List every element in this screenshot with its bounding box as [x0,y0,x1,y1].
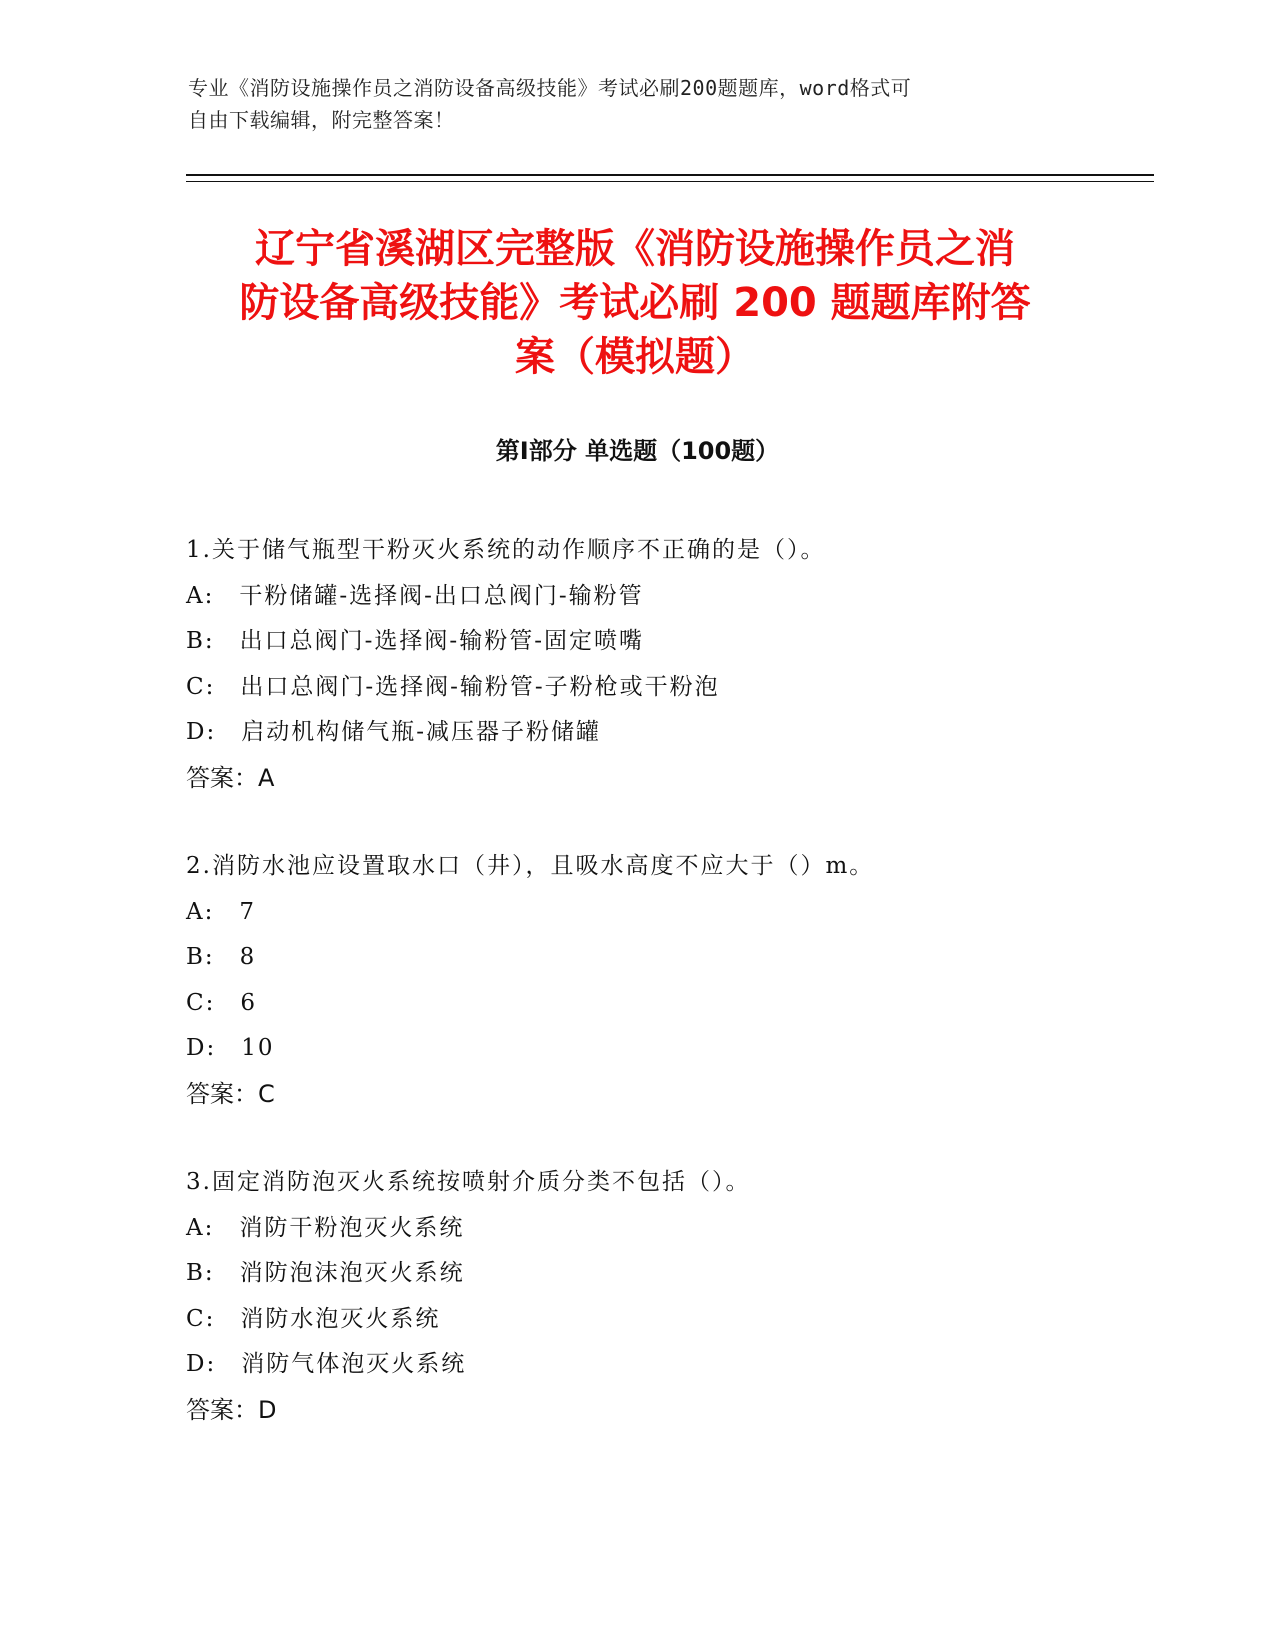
header-note-line-2: 自由下载编辑，附完整答案！ [188,108,455,132]
option-b: B: 8 [186,944,257,970]
document-title-line-1: 辽宁省溪湖区完整版《消防设施操作员之消 [255,226,1015,272]
option-d: D: 10 [186,1035,275,1061]
question-list [186,528,1146,1476]
option-c: C: 消防水泡灭火系统 [186,1305,441,1332]
option-c: C: 出口总阀门-选择阀-输粉管-子粉枪或干粉泡 [186,673,720,700]
question-1 [186,528,1146,801]
question-3 [186,1160,1146,1433]
document-title [190,222,1080,384]
document-title-line-2: 防设备高级技能》考试必刷 200 题题库附答 [239,280,1031,326]
header-note [188,72,1068,136]
question-stem: 1.关于储气瓶型干粉灭火系统的动作顺序不正确的是（）。 [186,537,826,563]
option-b: B: 消防泡沫泡灭火系统 [186,1260,465,1286]
question-stem: 2.消防水池应设置取水口（井），且吸水高度不应大于（）m。 [186,853,875,879]
option-a: A: 干粉储罐-选择阀-出口总阀门-输粉管 [186,582,644,609]
option-c: C: 6 [186,989,257,1016]
answer-text: 答案：A [186,763,275,792]
header-divider-thin [186,181,1154,182]
option-a: A: 7 [186,898,256,925]
header-divider-thick [186,174,1154,176]
option-b: B: 出口总阀门-选择阀-输粉管-固定喷嘴 [186,628,644,654]
header-note-line-1: 专业《消防设施操作员之消防设备高级技能》考试必刷200题题库，word格式可 [188,76,912,100]
question-2 [186,844,1146,1117]
section-heading: 第Ⅰ部分 单选题（100题） [495,437,780,465]
option-d: D: 启动机构储气瓶-减压器子粉储罐 [186,719,601,745]
document-title-line-3: 案（模拟题） [515,334,755,380]
option-d: D: 消防气体泡灭火系统 [186,1351,467,1377]
option-a: A: 消防干粉泡灭火系统 [186,1214,465,1241]
question-stem: 3.固定消防泡灭火系统按喷射介质分类不包括（）。 [186,1169,751,1195]
answer-text: 答案：C [186,1079,275,1108]
answer-text: 答案：D [186,1395,277,1424]
